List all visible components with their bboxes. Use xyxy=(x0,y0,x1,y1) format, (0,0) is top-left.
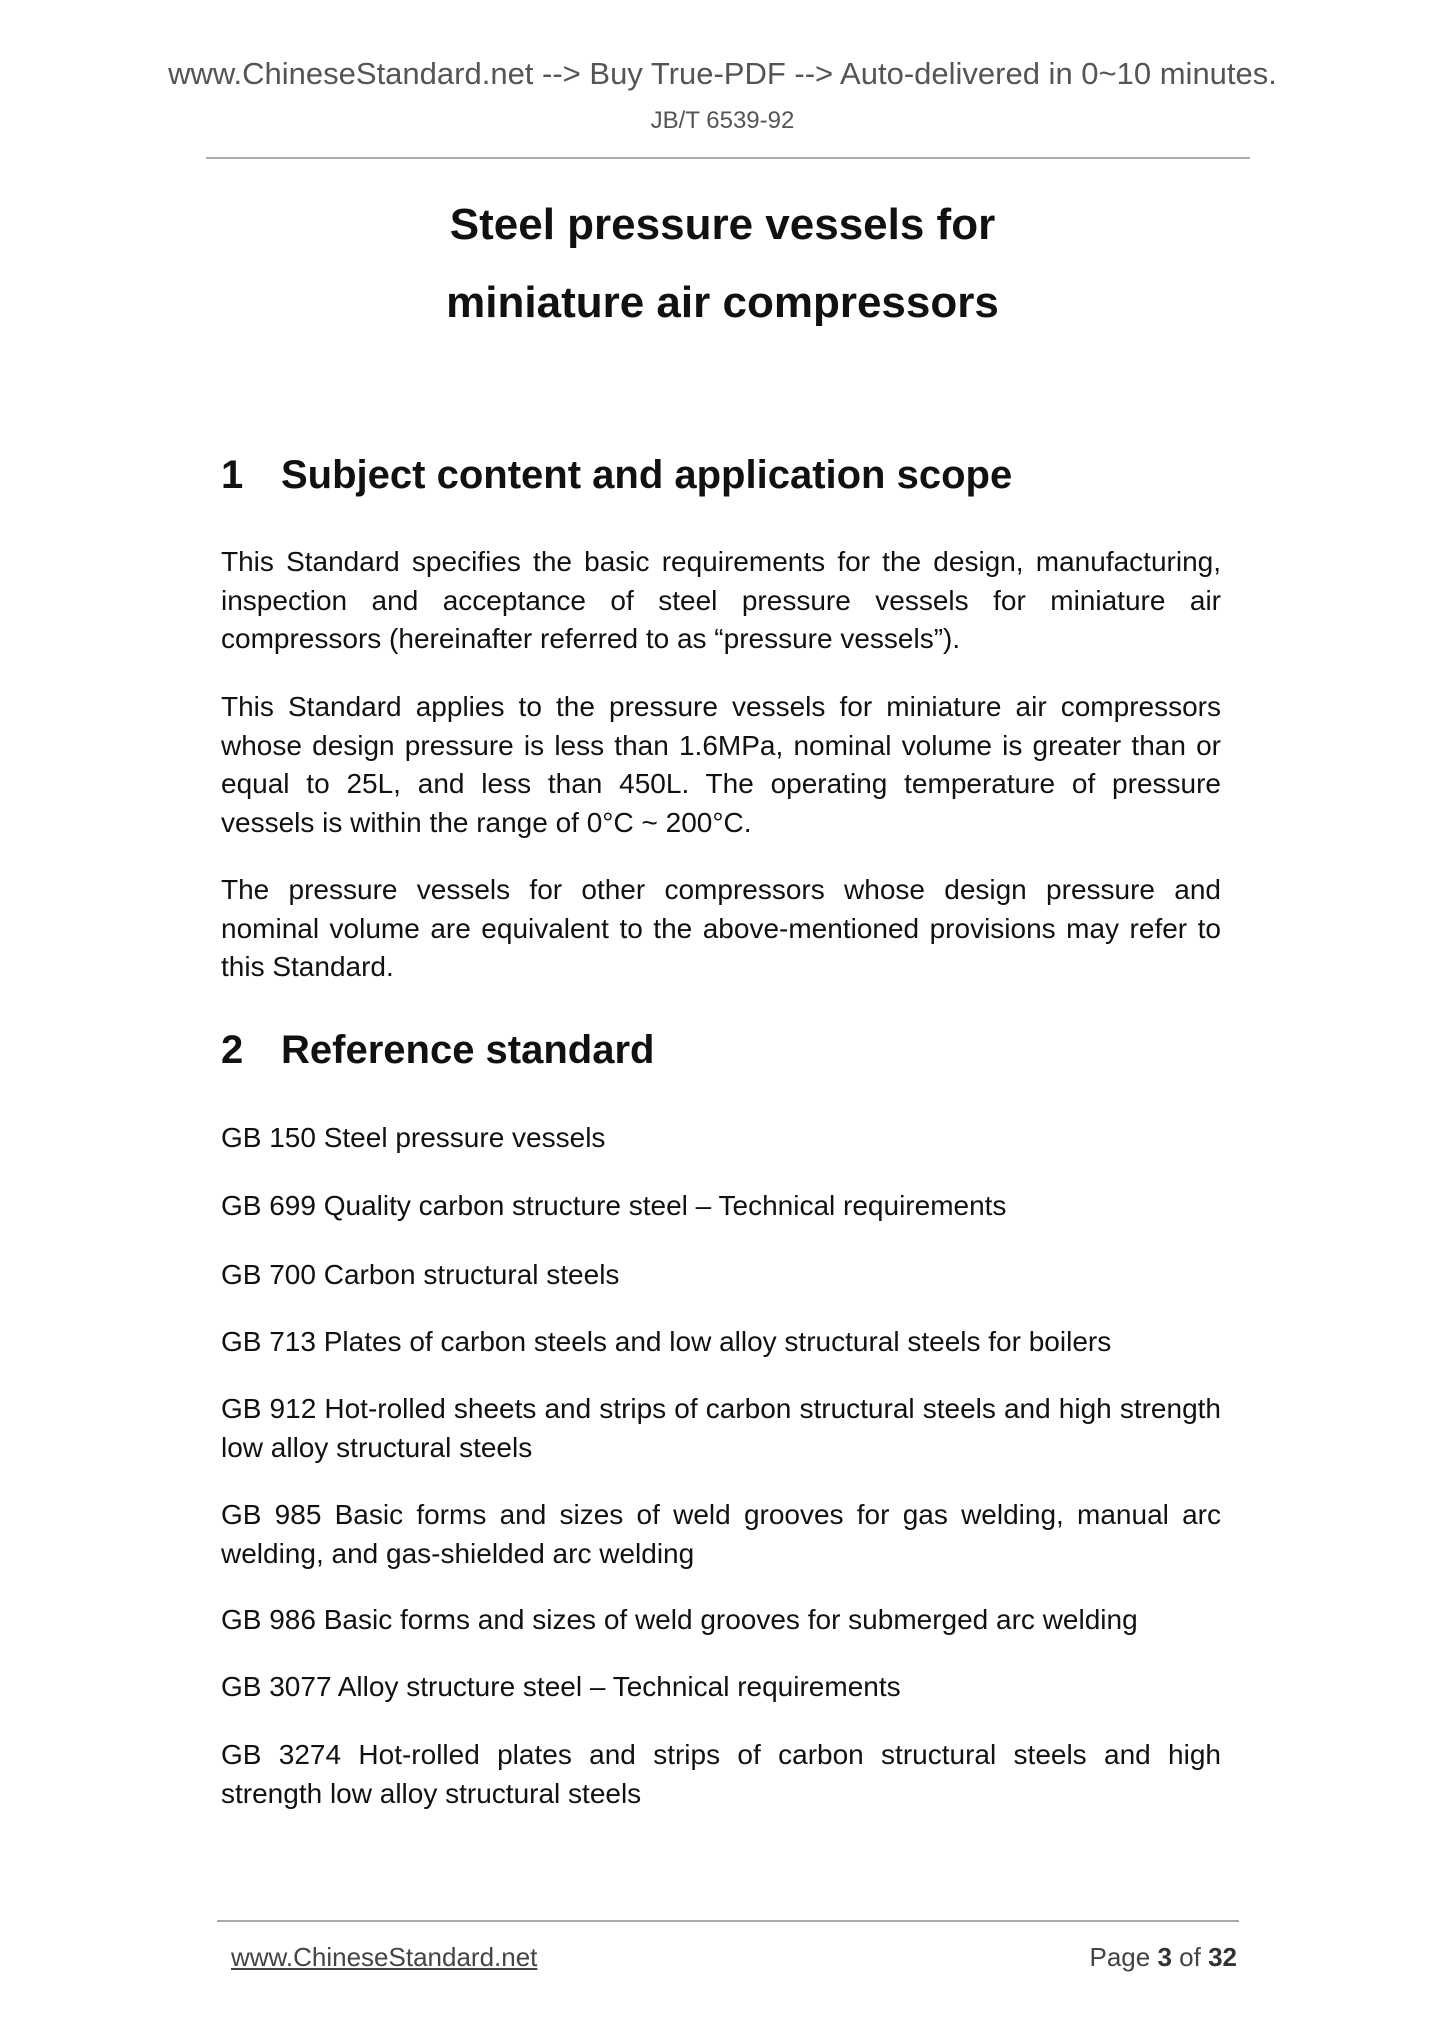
footer-divider xyxy=(217,1920,1239,1922)
page-indicator xyxy=(1089,1942,1237,1973)
reference-item: GB 713 Plates of carbon steels and low alloy structural steels for boilers xyxy=(221,1326,1112,1357)
reference-item: GB 3077 Alloy structure steel – Technical requirements xyxy=(221,1671,901,1702)
page-label: Page xyxy=(1089,1942,1151,1972)
section-number: 1 xyxy=(221,453,244,497)
document-title-line2: miniature air compressors xyxy=(446,278,999,327)
page-of-label: of xyxy=(1179,1942,1201,1972)
paragraph: This Standard specifies the basic requirements for the design, manufacturing, inspection and acceptance of steel pressure vessels for miniature air compressors (hereinafter referred to as “pressure vessels”). xyxy=(221,546,1221,654)
standard-code: JB/T 6539-92 xyxy=(650,107,795,134)
section-1-heading xyxy=(221,453,1012,498)
reference-item: GB 150 Steel pressure vessels xyxy=(221,1122,606,1153)
header-banner: www.ChineseStandard.net --> Buy True-PDF --> Auto-delivered in 0~10 minutes. xyxy=(168,56,1277,91)
reference-item: GB 699 Quality carbon structure steel – Technical requirements xyxy=(221,1190,1007,1221)
document-title-line1: Steel pressure vessels for xyxy=(449,200,996,249)
header-divider xyxy=(206,157,1250,159)
reference-item: GB 700 Carbon structural steels xyxy=(221,1259,620,1290)
reference-item: GB 3274 Hot-rolled plates and strips of carbon structural steels and high strength low alloy structural steels xyxy=(221,1739,1221,1809)
reference-item: GB 912 Hot-rolled sheets and strips of carbon structural steels and high strength low alloy structural steels xyxy=(221,1393,1221,1463)
reference-item: GB 985 Basic forms and sizes of weld grooves for gas welding, manual arc welding, and gas-shielded arc welding xyxy=(221,1499,1221,1569)
paragraph: The pressure vessels for other compressors whose design pressure and nominal volume are equivalent to the above-mentioned provisions may refer to this Standard. xyxy=(221,874,1221,982)
total-pages: 32 xyxy=(1208,1942,1237,1972)
footer-website-link[interactable]: www.ChineseStandard.net xyxy=(231,1942,538,1972)
section-number: 2 xyxy=(221,1028,244,1072)
paragraph: This Standard applies to the pressure vessels for miniature air compressors whose design pressure is less than 1.6MPa, nominal volume is greater than or equal to 25L, and less than 450L. The operating temperature of pressure vessels is within the range of 0°C ~ 200°C. xyxy=(221,691,1221,838)
section-2-heading xyxy=(221,1028,654,1073)
section-title: Reference standard xyxy=(281,1028,655,1072)
current-page: 3 xyxy=(1157,1942,1172,1972)
reference-item: GB 986 Basic forms and sizes of weld grooves for submerged arc welding xyxy=(221,1604,1138,1635)
section-title: Subject content and application scope xyxy=(281,453,1013,497)
